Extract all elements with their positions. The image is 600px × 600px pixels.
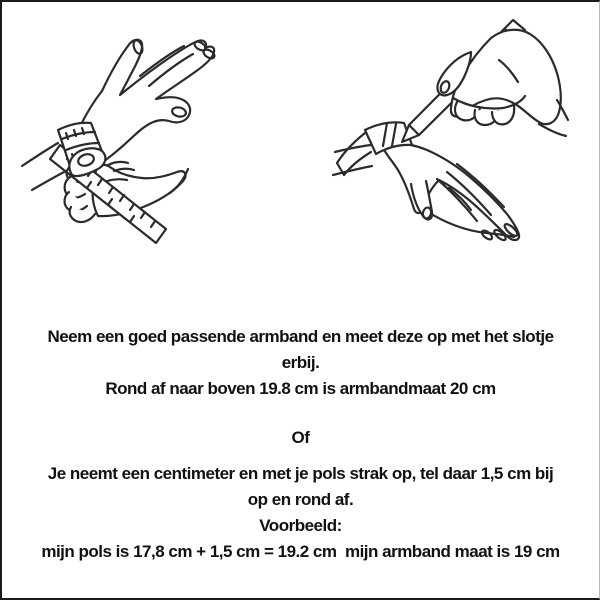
instruction-line: Voorbeeld: [259, 516, 342, 535]
instruction-line: Rond af naar boven 19.8 cm is armbandmaat 20 cm [105, 379, 496, 398]
or-separator: Of [291, 428, 310, 447]
or-separator-block [2, 425, 599, 451]
instruction-line: Neem een goed passende armband en meet deze op met het slotje [47, 327, 554, 346]
instruction-line: mijn pols is 17,8 cm + 1,5 cm = 19.2 cm mijn armband maat is 19 cm [41, 542, 560, 561]
instruction-line: op en rond af. [247, 490, 354, 509]
instruction-line: erbij. [281, 353, 320, 372]
measuring-tape-hand-illustration [2, 2, 302, 262]
pen-marking-hand-illustration [299, 2, 599, 262]
instruction-line: Je neemt een centimeter en met je pols strak op, tel daar 1,5 cm bij [47, 464, 554, 483]
method2-instructions [2, 461, 599, 565]
method1-instructions [2, 324, 599, 402]
